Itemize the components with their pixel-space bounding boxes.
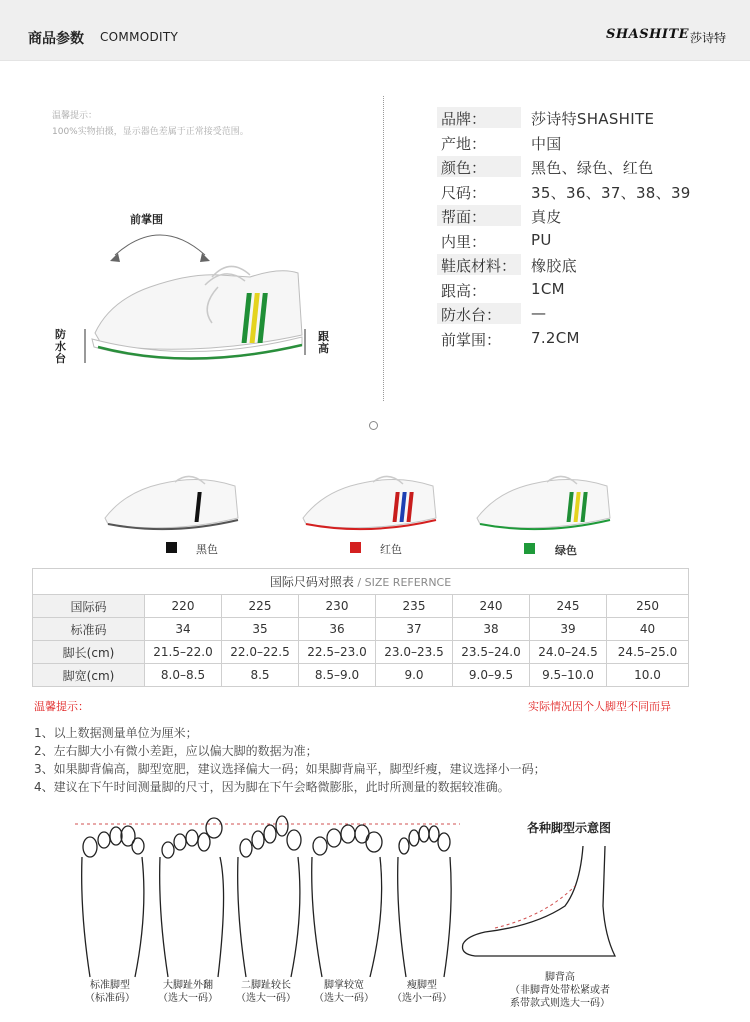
foot-type-3: 二脚趾较长 （选大一码）	[236, 980, 296, 1004]
heel-height-label: 跟高	[318, 330, 329, 355]
param-label-size: 尺码：	[441, 184, 487, 202]
header-bar	[0, 0, 750, 61]
shoe-diagram	[40, 215, 340, 375]
table-row: 标准码 34 35 36 37 38 39 40	[33, 618, 689, 641]
color-variants-shoes	[100, 470, 650, 535]
foot-type-4: 脚掌较宽 （选大一码）	[314, 980, 374, 1004]
table-row: 脚宽(cm) 8.0–8.5 8.5 8.5–9.0 9.0 9.0–9.5 9.5–10.0 10.0	[33, 664, 689, 687]
note-1: 1、以上数据测量单位为厘米；	[34, 726, 198, 740]
swatch-red	[350, 542, 361, 553]
note-4: 4、建议在下午时间测量脚的尺寸，因为脚在下午会略微膨胀，此时所测量的数据较准确。	[34, 780, 510, 794]
brand-name: 莎诗特	[690, 31, 727, 45]
swatch-black	[166, 542, 177, 553]
param-label-sole: 鞋底材料：	[441, 257, 517, 275]
foot-type-1: 标准脚型 （标准码）	[85, 980, 135, 1004]
param-value-heel: 1CM	[531, 280, 565, 298]
param-value-color: 黑色、绿色、红色	[531, 159, 654, 177]
param-label-heel: 跟高：	[441, 282, 487, 300]
param-label-forefoot: 前掌围：	[441, 331, 502, 349]
platform-label: 防水台	[55, 328, 66, 365]
shoe-green-stripe	[477, 476, 610, 529]
param-value-origin: 中国	[531, 135, 562, 153]
foot-type-5: 瘦脚型 （选小一码）	[392, 980, 452, 1004]
param-label-upper: 帮面：	[441, 208, 487, 226]
table-row: 脚长(cm) 21.5–22.0 22.0–22.5 22.5–23.0 23.0–23.5 23.5–24.0 24.0–24.5 24.5–25.0	[33, 641, 689, 664]
white-shoe-illustration	[92, 266, 302, 359]
param-label-brand: 品牌：	[441, 110, 487, 128]
swatch-green	[524, 543, 535, 554]
warm-tip-label: 温馨提示：	[34, 700, 89, 713]
param-value-sole: 橡胶底	[531, 257, 577, 275]
param-value-size: 35、36、37、38、39	[531, 184, 691, 202]
param-value-brand: 莎诗特SHASHITE	[531, 110, 655, 128]
param-value-forefoot: 7.2CM	[531, 329, 580, 347]
size-table	[32, 568, 689, 687]
color-name-black: 黑色	[196, 543, 218, 556]
shoe-red-stripe	[303, 476, 436, 529]
param-value-platform: —	[531, 304, 547, 322]
instep-outline	[455, 846, 635, 966]
note-2: 2、左右脚大小有微小差距，应以偏大脚的数据为准；	[34, 744, 318, 758]
foot-type-2: 大脚趾外翻 （选大一码）	[158, 980, 218, 1004]
forefoot-label: 前掌围	[130, 213, 163, 226]
param-value-lining: PU	[531, 231, 552, 249]
foot-standard	[82, 826, 144, 977]
divider-circle	[369, 421, 378, 430]
table-row: 国际码 220 225 230 235 240 245 250	[33, 595, 689, 618]
foot-bunion	[160, 818, 224, 977]
size-table-title: 国际尺码对照表 / SIZE REFERNCE	[33, 569, 689, 595]
shoe-black-stripe	[105, 476, 238, 529]
param-label-color: 颜色：	[441, 159, 487, 177]
photo-tip-title: 温馨提示：	[52, 111, 98, 121]
foot-types-title: 各种脚型示意图	[527, 821, 612, 835]
foot-long-second	[238, 816, 301, 977]
param-value-upper: 真皮	[531, 208, 562, 226]
divider-vertical	[383, 96, 384, 401]
foot-wide	[312, 825, 382, 977]
param-label-origin: 产地：	[441, 135, 487, 153]
color-name-red: 红色	[380, 543, 402, 556]
brand-logo: SHASHITE	[606, 27, 690, 42]
foot-type-instep: 脚背高 （非脚背处带松紧或者 系带款式则选大一码）	[510, 972, 610, 1009]
warm-tip-note: 实际情况因个人脚型不同而异	[528, 700, 671, 713]
foot-slim	[398, 826, 451, 977]
note-3: 3、如果脚背偏高，脚型宽肥，建议选择偏大一码；如果脚背扁平，脚型纤瘦，建议选择小一码；	[34, 762, 546, 776]
color-name-green: 绿色	[555, 544, 577, 557]
header-title: 商品参数	[28, 31, 84, 47]
header-subtitle: COMMODITY	[100, 30, 179, 44]
foot-outlines	[70, 812, 465, 982]
param-label-lining: 内里：	[441, 233, 487, 251]
photo-tip-text: 100%实物拍摄，显示器色差属于正常接受范围。	[52, 127, 249, 137]
param-label-platform: 防水台：	[441, 306, 502, 324]
